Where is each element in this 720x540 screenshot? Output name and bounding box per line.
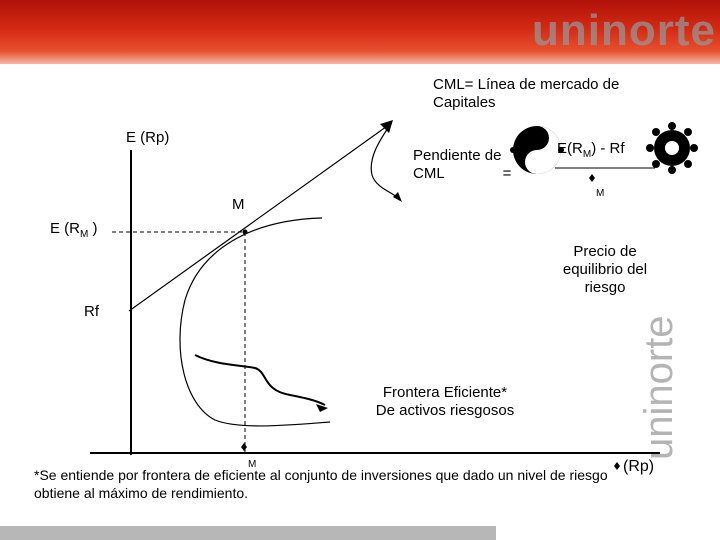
uninorte-logo: uninorte (532, 6, 716, 55)
efficient-frontier-curve (180, 218, 330, 426)
gear-icon (646, 122, 698, 174)
sigma-m-marker (241, 443, 247, 451)
erm-label: E ($R_M$ ) (50, 220, 98, 240)
sigma-m-slope-sub: M (596, 188, 605, 199)
footnote: *Se entiende por frontera de eficiente al conjunto de inversiones que dado un nivel de riesgo obtiene al máximo de rendimiento. (34, 467, 608, 501)
m-point-label: M (232, 196, 245, 213)
sigma-m-x-sub: M (248, 459, 257, 470)
cml-title: CML= Línea de mercado de Capitales (433, 76, 620, 111)
frontier-arrowhead (316, 404, 328, 412)
rf-label: Rf (84, 303, 99, 320)
sigma-m-slope-marker (589, 174, 595, 182)
price-of-risk-label: Precio de equilibrio del riesgo (562, 243, 648, 296)
capital-market-line (129, 124, 390, 311)
uninorte-side-logo: uninorte (637, 315, 682, 460)
slope-label: Pendiente de CML = (413, 147, 512, 182)
tangency-point (243, 230, 248, 235)
y-axis-label: E (Rp) (126, 129, 170, 146)
curly-arrowhead (393, 192, 402, 202)
x-axis-label: (Rp) (623, 458, 655, 475)
yin-yang-icon (510, 126, 564, 174)
slope-formula: $E(R_M)$ - Rf (557, 140, 625, 160)
frontier-label: Frontera Eficiente* De activos riesgosos (375, 384, 515, 419)
curly-arrow (371, 128, 398, 198)
frontier-arrow-curve (195, 355, 325, 405)
